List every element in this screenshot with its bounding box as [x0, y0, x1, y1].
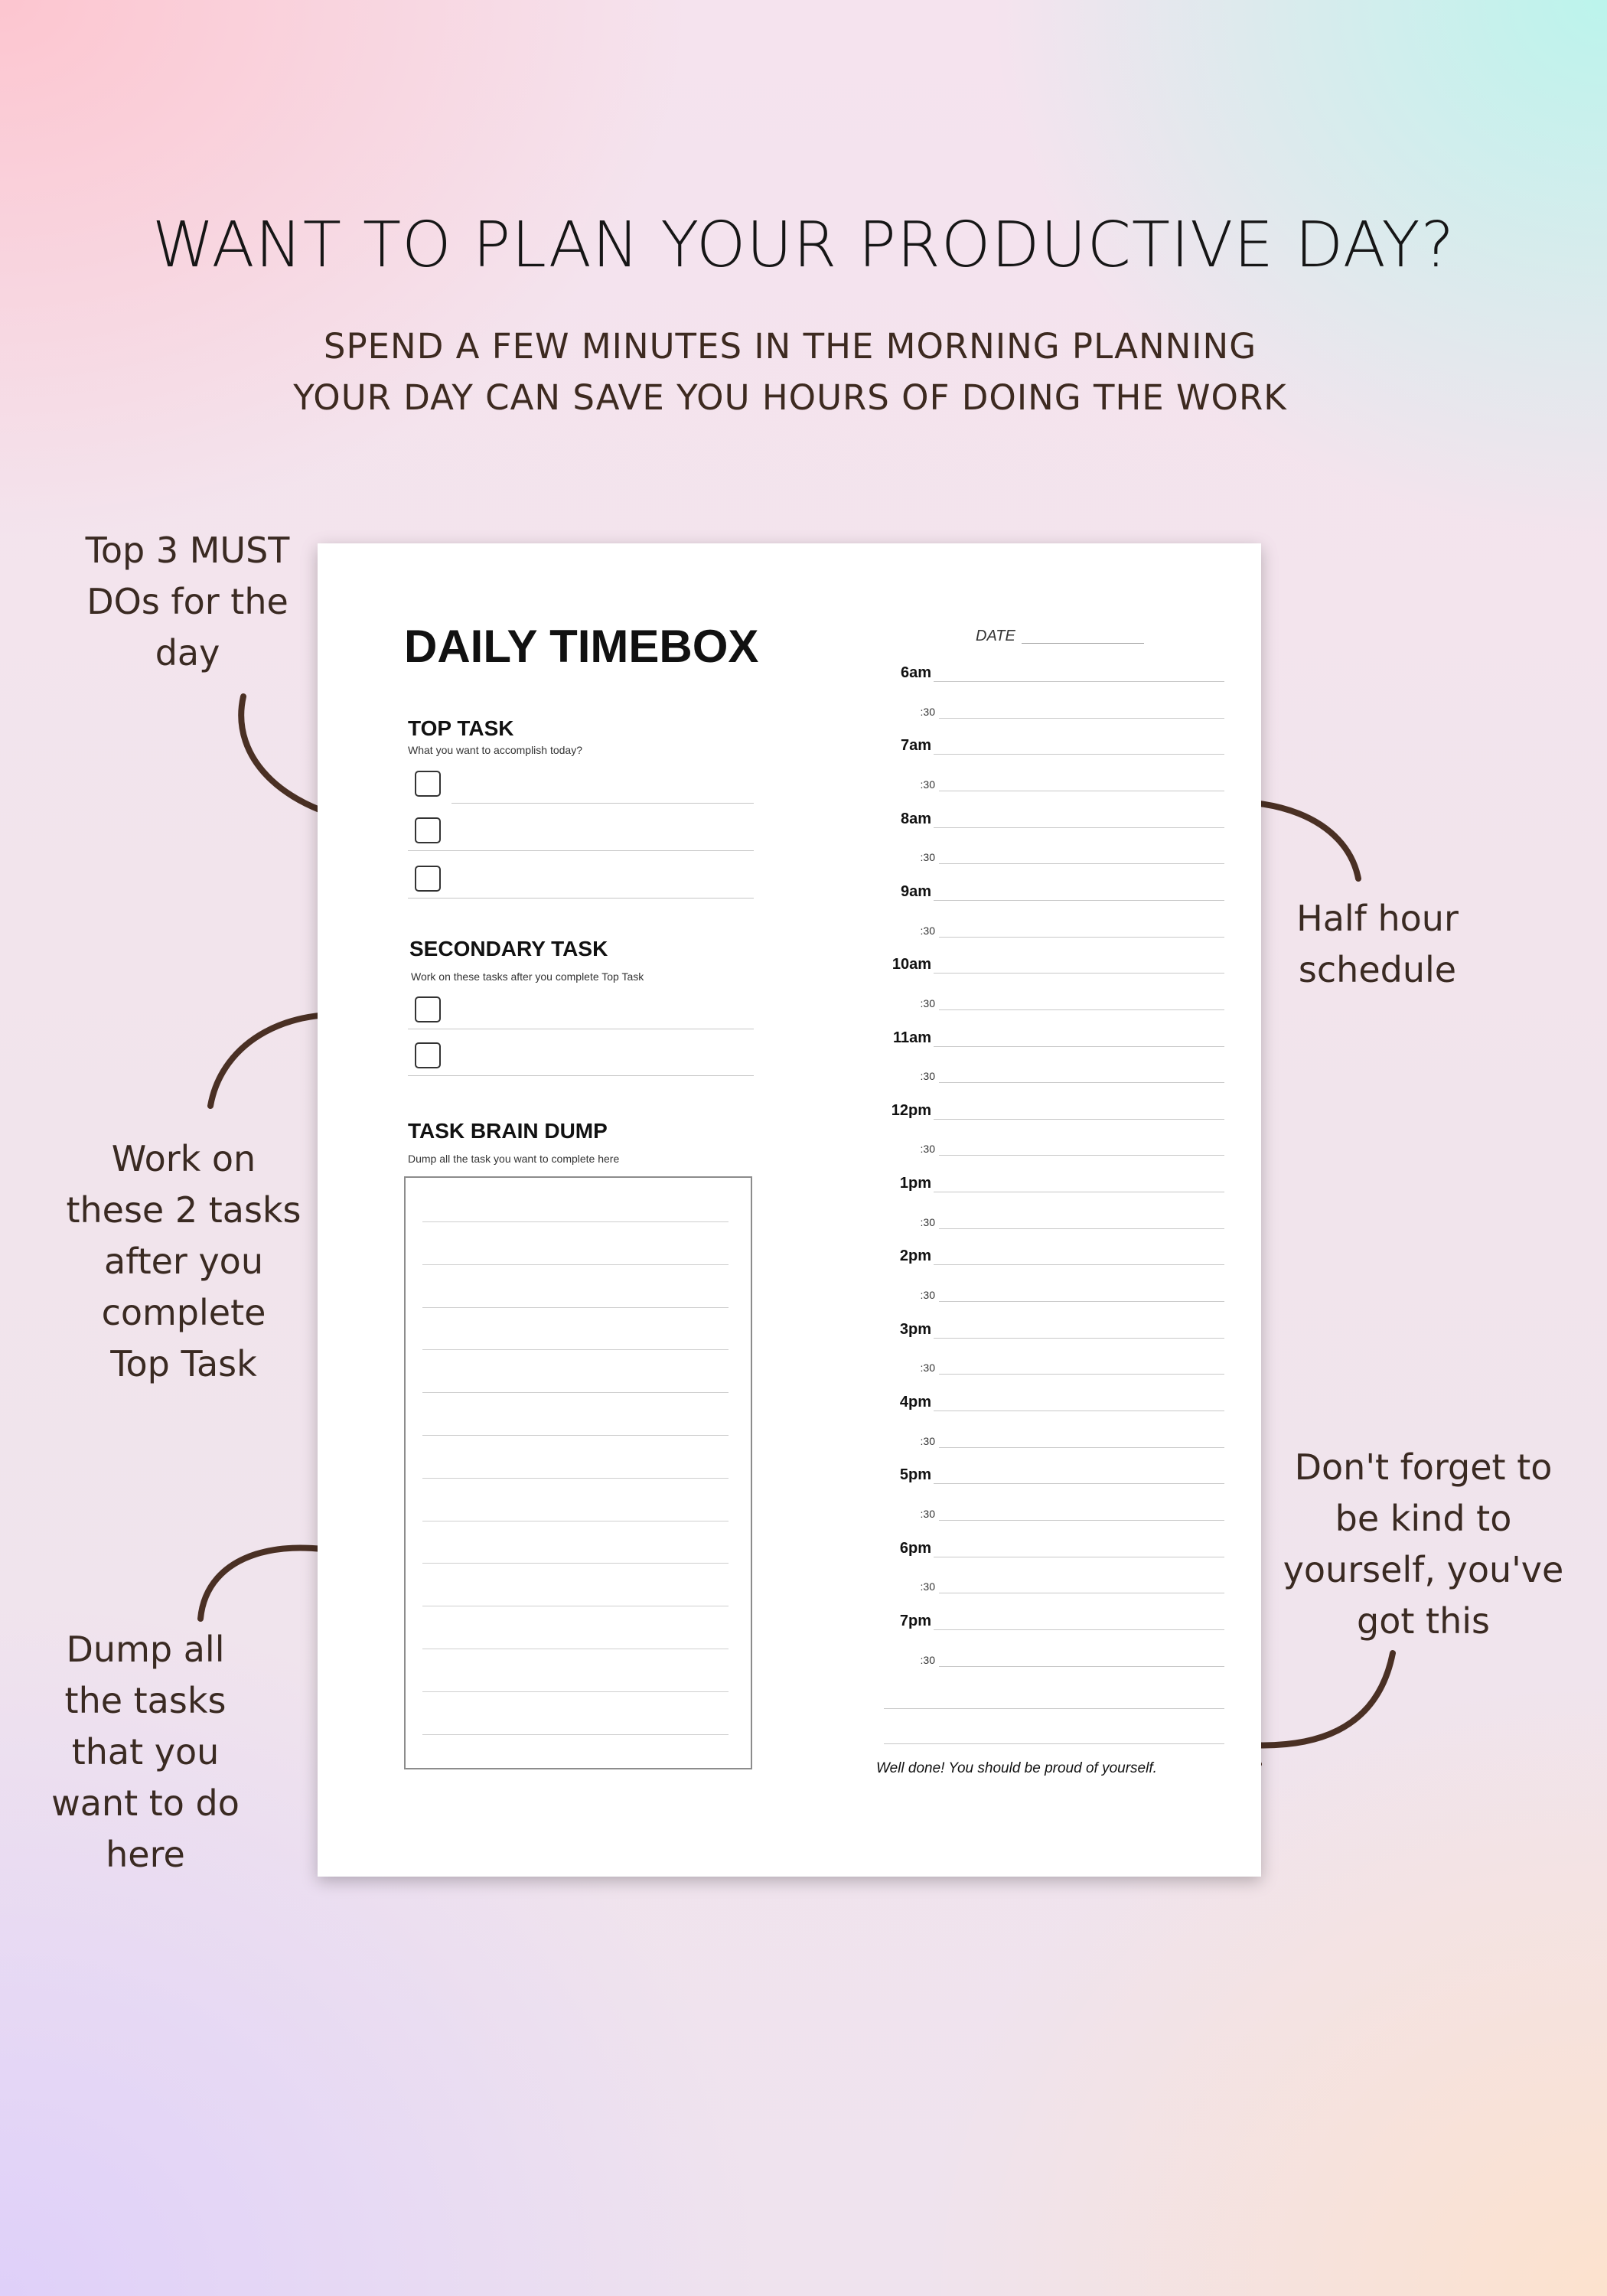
subline-1: SPEND A FEW MINUTES IN THE MORNING PLANNING: [323, 326, 1257, 367]
annotation-line: yourself, you've: [1283, 1549, 1564, 1590]
annotation-line: after you: [104, 1241, 263, 1282]
top-task-line-3[interactable]: [408, 898, 754, 899]
extra-line[interactable]: [884, 1708, 1224, 1709]
brain-dump-line[interactable]: [422, 1478, 729, 1479]
top-task-line-2[interactable]: [408, 850, 754, 851]
date-field[interactable]: [1022, 643, 1144, 644]
half-hour-label: :30: [920, 1143, 935, 1156]
half-hour-label: :30: [920, 1289, 935, 1302]
extra-line[interactable]: [884, 1743, 1224, 1744]
closing-message: Well done! You should be proud of yourself.: [876, 1760, 1157, 1776]
half-hour-label: :30: [920, 1434, 935, 1447]
annotation-dont-forget: [1263, 1442, 1584, 1647]
annotation-half-hour: [1255, 893, 1500, 996]
brain-dump-line[interactable]: [422, 1734, 729, 1735]
annotation-line: complete: [101, 1292, 266, 1333]
annotation-line: Top Task: [110, 1343, 257, 1384]
half-hour-line[interactable]: [939, 1009, 1224, 1010]
secondary-task-title: SECONDARY TASK: [409, 937, 608, 960]
hour-line[interactable]: [934, 827, 1224, 828]
hour-line[interactable]: [934, 1264, 1224, 1265]
headline: WANT TO PLAN YOUR PRODUCTIVE DAY?: [152, 209, 1455, 282]
half-hour-line[interactable]: [939, 1301, 1224, 1302]
hour-label: 7am: [900, 737, 931, 755]
hour-line[interactable]: [934, 900, 1224, 901]
hour-label: 11am: [892, 1029, 931, 1046]
half-hour-label: :30: [920, 924, 935, 937]
top-task-title: TOP TASK: [408, 716, 514, 740]
half-hour-line[interactable]: [939, 1082, 1224, 1083]
hour-line[interactable]: [934, 1483, 1224, 1484]
brain-dump-subtitle: Dump all the task you want to complete here: [408, 1153, 620, 1165]
hour-line[interactable]: [934, 754, 1224, 755]
annotation-line: Top 3 MUST: [85, 530, 290, 571]
half-hour-label: :30: [920, 996, 935, 1009]
half-hour-line[interactable]: [939, 937, 1224, 938]
hour-label: 6pm: [899, 1539, 931, 1557]
brain-dump-line[interactable]: [422, 1349, 729, 1350]
top-task-subtitle: What you want to accomplish today?: [408, 744, 583, 756]
brain-dump-line[interactable]: [422, 1307, 729, 1308]
annotation-line: Dump all: [66, 1629, 225, 1670]
hour-line[interactable]: [934, 681, 1224, 682]
hour-label: 9am: [900, 882, 931, 900]
brain-dump-title: TASK BRAIN DUMP: [408, 1119, 608, 1143]
half-hour-label: :30: [920, 851, 935, 864]
brain-dump-line[interactable]: [422, 1563, 729, 1564]
planner-sheet: [318, 543, 1261, 1877]
top-task-checkbox-2[interactable]: [415, 817, 441, 843]
annotation-line: schedule: [1298, 949, 1457, 990]
secondary-task-checkbox-2[interactable]: [415, 1042, 441, 1068]
hour-label: 7pm: [899, 1612, 931, 1629]
annotation-line: these 2 tasks: [66, 1189, 302, 1231]
hour-label: 2pm: [899, 1247, 931, 1265]
hour-label: 6am: [900, 664, 931, 681]
hour-label: 10am: [892, 956, 931, 974]
hour-label: 4pm: [899, 1394, 931, 1411]
brain-dump-line[interactable]: [422, 1392, 729, 1393]
annotation-line: Half hour: [1296, 898, 1459, 939]
half-hour-line[interactable]: [939, 1228, 1224, 1229]
top-task-checkbox-1[interactable]: [415, 771, 441, 797]
annotation-line: Work on: [111, 1138, 256, 1179]
hour-line[interactable]: [934, 1119, 1224, 1120]
hour-label: 1pm: [899, 1175, 931, 1192]
half-hour-line[interactable]: [939, 1520, 1224, 1521]
top-task-line-1[interactable]: [451, 803, 754, 804]
half-hour-line[interactable]: [939, 1155, 1224, 1156]
half-hour-label: :30: [920, 705, 935, 718]
annotation-line: day: [155, 632, 220, 673]
half-hour-label: :30: [920, 1070, 935, 1083]
annotation-line: Don't forget to: [1294, 1446, 1553, 1488]
brain-dump-line[interactable]: [422, 1221, 729, 1222]
half-hour-line[interactable]: [939, 1447, 1224, 1448]
hour-label: 12pm: [891, 1101, 931, 1119]
secondary-task-line-2[interactable]: [408, 1075, 754, 1076]
annotation-top3: [61, 525, 314, 679]
brain-dump-line[interactable]: [422, 1435, 729, 1436]
hour-label: 3pm: [899, 1320, 931, 1338]
secondary-task-checkbox-1[interactable]: [415, 996, 441, 1022]
annotation-line: the tasks: [64, 1680, 227, 1721]
date-label: DATE: [976, 628, 1015, 644]
annotation-work-on: [46, 1133, 321, 1390]
annotation-line: here: [106, 1834, 185, 1875]
half-hour-label: :30: [920, 1362, 935, 1375]
brain-dump-line[interactable]: [422, 1264, 729, 1265]
brain-dump-box[interactable]: [404, 1176, 752, 1769]
half-hour-line[interactable]: [939, 718, 1224, 719]
planner-title: DAILY TIMEBOX: [404, 621, 759, 672]
hour-label: 5pm: [899, 1466, 931, 1484]
half-hour-label: :30: [920, 1507, 935, 1520]
annotation-line: be kind to: [1335, 1498, 1512, 1539]
hour-label: 8am: [900, 810, 931, 827]
annotation-line: that you: [71, 1731, 220, 1773]
half-hour-label: :30: [920, 1653, 935, 1666]
annotation-line: want to do: [51, 1782, 240, 1824]
brain-dump-line[interactable]: [422, 1691, 729, 1692]
half-hour-line[interactable]: [939, 863, 1224, 864]
half-hour-line[interactable]: [939, 1666, 1224, 1667]
annotation-line: got this: [1357, 1600, 1490, 1642]
half-hour-label: :30: [920, 1215, 935, 1228]
annotation-dump-all: [23, 1624, 268, 1880]
half-hour-line[interactable]: [939, 1374, 1224, 1375]
hour-line[interactable]: [934, 1338, 1224, 1339]
hour-line[interactable]: [934, 1046, 1224, 1047]
top-task-checkbox-3[interactable]: [415, 866, 441, 892]
secondary-task-subtitle: Work on these tasks after you complete Top Task: [411, 970, 644, 983]
hour-line[interactable]: [934, 1629, 1224, 1630]
subline-2: YOUR DAY CAN SAVE YOU HOURS OF DOING THE WORK: [293, 377, 1287, 418]
half-hour-label: :30: [920, 1580, 935, 1593]
hour-line[interactable]: [934, 973, 1224, 974]
half-hour-label: :30: [920, 778, 935, 791]
annotation-line: DOs for the: [86, 581, 288, 622]
